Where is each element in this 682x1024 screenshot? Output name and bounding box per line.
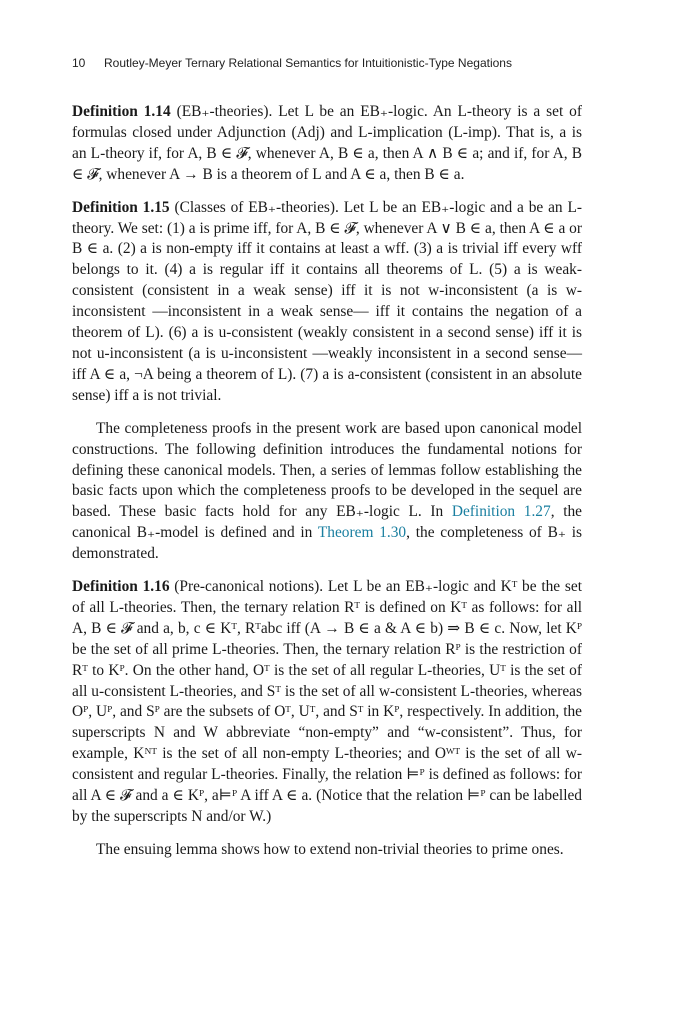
page-number: 10 [72, 56, 86, 70]
definition-title: (Classes of EB₊-theories). [174, 198, 339, 216]
running-header [72, 56, 592, 70]
definition-text: Let L be an EB₊-logic. An L-theory is a set of formulas closed under Adjunction (Adj) and L-implication (L-imp). That is, a is an L-theory if, for A, B ∈ 𝓕, whenever A, B ∈ a, then A ∧ B ∈ a; and if, for A, B ∈ 𝓕, whenever A → B is a theorem of L and A ∈ a, then B ∈ a. [72, 103, 582, 183]
definition-text: Let L be an EB₊-logic and Kᵀ be the set of all L-theories. Then, the ternary relation Rᵀ is defined on Kᵀ as follows: for all A, B ∈ 𝓕 and a, b, c ∈ Kᵀ, Rᵀabc iff (A → B ∈ a & A ∈ b) ⇒ B ∈ c. Now, let Kᴾ be the set of all prime L-theories. Then, the ternary relation Rᴾ is the restriction of Rᵀ to Kᴾ. On the other hand, Oᵀ is the set of all regular L-theories, Uᵀ is the set of all u-consistent L-theories, and Sᵀ is the set of all w-consistent L-theories, whereas Oᴾ, Uᴾ, and Sᴾ are the subsets of Oᵀ, Uᵀ, and Sᵀ in Kᴾ, respectively. In addition, the superscripts N and W abbreviate “non-empty” and “w-consistent”. Thus, for example, Kᴺᵀ is the set of all non-empty L-theories; and Oᵂᵀ is the set of all w-consistent and regular L-theories. Finally, the relation ⊨ᴾ is defined as follows: for all A ∈ 𝓕 and a ∈ Kᴾ, a⊨ᴾ A iff A ∈ a. (Notice that the relation ⊨ᴾ can be labelled by the superscripts N and/or W.) [72, 578, 582, 825]
definition-1-15 [72, 198, 582, 407]
paragraph-text: , the completeness of B₊ is demonstrated. [72, 524, 582, 563]
definition-text: Let L be an EB₊-logic and a be an L-theory. We set: (1) a is prime iff, for A, B ∈ 𝓕, whenever A ∨ B ∈ a, then A ∈ a or B ∈ a. (2) a is non-empty iff it contains at least a wff. (3) a is trivial iff every wff belongs to it. (4) a is regular iff it contains all theorems of L. (5) a is weak-consistent (consistent in a weak sense) iff it is not w-inconsistent (a is w-inconsistent —inconsistent in a weak sense— iff it contains the negation of a theorem of L). (6) a is u-consistent (weakly consistent in a second sense) iff it is not u-inconsistent (a is u-inconsistent —weakly inconsistent in a second sense— iff A ∈ a, ¬A being a theorem of L). (7) a is a-consistent (consistent in an absolute sense) iff a is not trivial. [72, 198, 582, 404]
definition-label: Definition 1.14 [72, 103, 171, 120]
paragraph-completeness [72, 419, 582, 565]
paragraph-text: , the canonical B₊-model is defined and in [72, 503, 583, 542]
definition-title: (EB₊-theories). [176, 103, 273, 120]
definition-1-16 [72, 577, 582, 828]
definition-1-14 [72, 102, 582, 186]
page-body [72, 102, 582, 873]
theorem-1-30-link[interactable]: Theorem 1.30 [317, 524, 407, 542]
definition-label: Definition 1.16 [72, 578, 170, 596]
definition-1-27-link[interactable]: Definition 1.27 [451, 503, 551, 521]
definition-label: Definition 1.15 [72, 198, 170, 216]
running-title: Routley-Meyer Ternary Relational Semantics for Intuitionistic-Type Negations [104, 56, 512, 70]
paragraph-text: The completeness proofs in the present work are based upon canonical model constructions. The following definition introduces the fundamental notions for defining these canonical models. Then, a series of lemmas follow establishing the basic facts upon which the completeness proofs to be developed in the sequel are based. These basic facts hold for any EB₊-logic L. In [72, 419, 582, 521]
paragraph-lemma-intro [72, 840, 582, 861]
paragraph-text: The ensuing lemma shows how to extend non-trivial theories to prime ones. [96, 840, 564, 858]
definition-title: (Pre-canonical notions). [174, 578, 324, 596]
